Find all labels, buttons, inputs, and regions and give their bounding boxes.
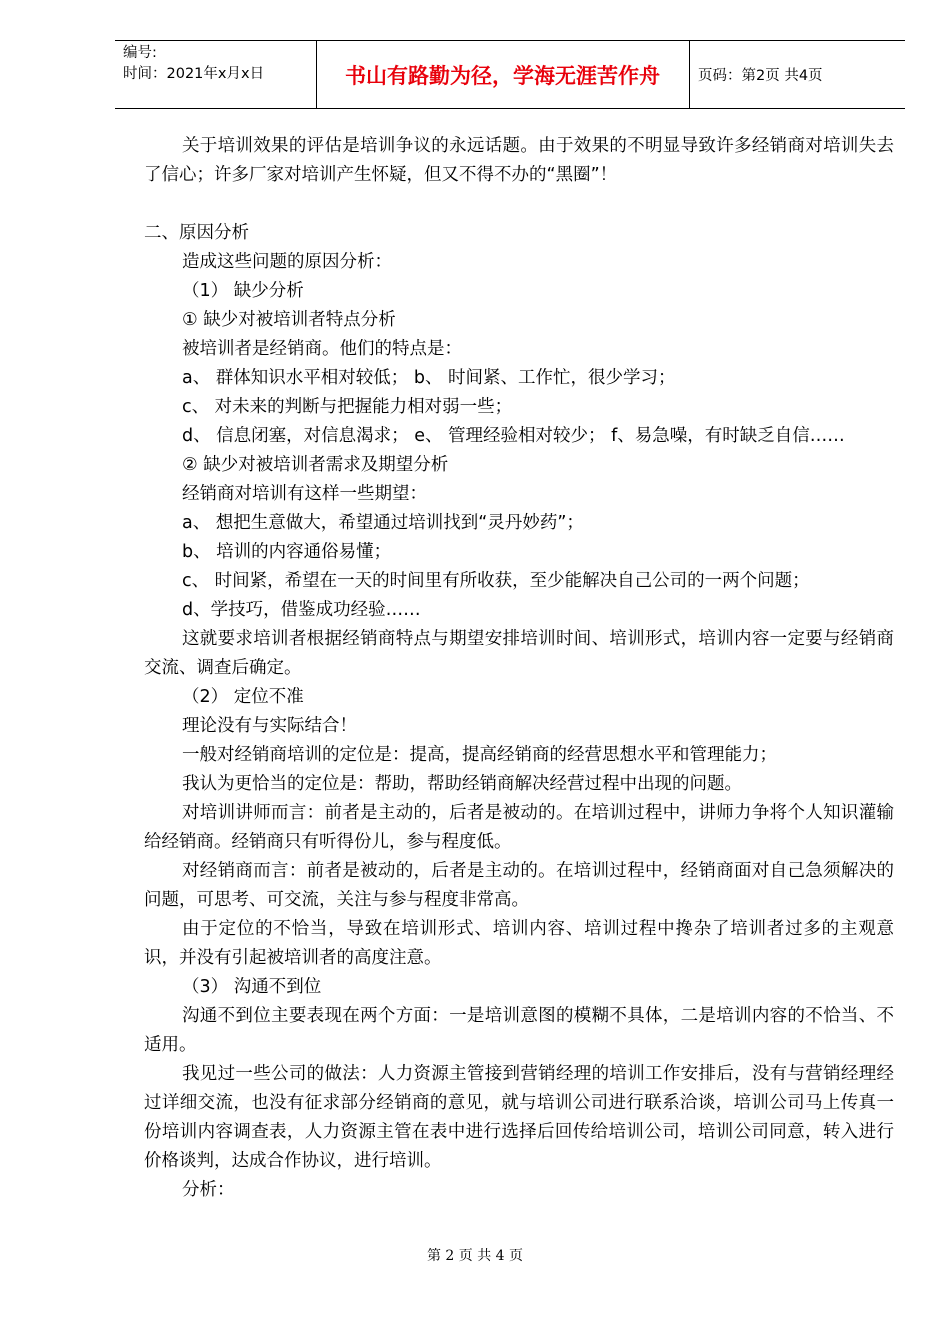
paragraph: ① 缺少对被培训者特点分析 (182, 310, 396, 330)
paragraph: 造成这些问题的原因分析： (182, 252, 392, 272)
paragraph: a、 想把生意做大，希望通过培训找到“灵丹妙药”； (182, 513, 584, 533)
blank-line (144, 190, 894, 219)
paragraph: ② 缺少对被培训者需求及期望分析 (182, 455, 449, 475)
page-footer: 第 2 页 共 4 页 (426, 1248, 524, 1264)
paragraph: 二、原因分析 (144, 223, 249, 243)
paragraph: （3） 沟通不到位 (182, 977, 322, 997)
header-page-label: 页码：第2页 共4页 (698, 68, 823, 84)
paragraph: 经销商对培训有这样一些期望： (182, 484, 427, 504)
document-body (144, 132, 894, 1205)
paragraph: 被培训者是经销商。他们的特点是： (182, 339, 462, 359)
header-meta (123, 43, 264, 85)
paragraph: 对培训讲师而言：前者是主动的，后者是被动的。在培训过程中，讲师力争将个人知识灌输给经销商。经销商只有听得份儿，参与程度低。 (144, 803, 894, 852)
paragraph: 一般对经销商培训的定位是：提高，提高经销商的经营思想水平和管理能力； (182, 745, 777, 765)
paragraph: d、学技巧，借鉴成功经验…… (182, 600, 421, 620)
paragraph: b、 培训的内容通俗易懂； (182, 542, 392, 562)
paragraph: 我认为更恰当的定位是：帮助，帮助经销商解决经营过程中出现的问题。 (182, 774, 742, 794)
paragraph: c、 时间紧，希望在一天的时间里有所收获，至少能解决自己公司的一两个问题； (182, 571, 810, 591)
paragraph: a、 群体知识水平相对较低； b、 时间紧、工作忙，很少学习； (182, 368, 676, 388)
paragraph: 由于定位的不恰当，导致在培训形式、培训内容、培训过程中搀杂了培训者过多的主观意识，并没有引起被培训者的高度注意。 (144, 919, 894, 968)
paragraph: 这就要求培训者根据经销商特点与期望安排培训时间、培训形式，培训内容一定要与经销商交流、调查后确定。 (144, 629, 894, 678)
paragraph: 对经销商而言：前者是被动的，后者是主动的。在培训过程中，经销商面对自己急须解决的问题，可思考、可交流，关注与参与程度非常高。 (144, 861, 894, 910)
paragraph: 沟通不到位主要表现在两个方面：一是培训意图的模糊不具体，二是培训内容的不恰当、不适用。 (144, 1006, 894, 1055)
paragraph: 分析： (182, 1180, 235, 1200)
header-motto: 书山有路勤为径，学海无涯苦作舟 (345, 62, 660, 88)
paragraph: 理论没有与实际结合！ (182, 716, 357, 736)
paragraph: （2） 定位不准 (182, 687, 304, 707)
paragraph: （1） 缺少分析 (182, 281, 304, 301)
time-label: 时间：2021年x月x日 (123, 66, 265, 82)
paragraph: d、 信息闭塞，对信息渴求； e、 管理经验相对较少； f、易急噪，有时缺乏自信…… (182, 426, 845, 446)
paragraph: c、 对未来的判断与把握能力相对弱一些； (182, 397, 513, 417)
paragraph: 我见过一些公司的做法：人力资源主管接到营销经理的培训工作安排后，没有与营销经理经过详细交流，也没有征求部分经销商的意见，就与培训公司进行联系洽谈，培训公司马上传真一份培训内容调查表，人力资源主管在表中进行选择后回传给培训公司，培训公司同意，转入进行价格谈判，达成合作协议，进行培训。 (144, 1064, 894, 1171)
paragraph: 关于培训效果的评估是培训争议的永远话题。由于效果的不明显导致许多经销商对培训失去了信心；许多厂家对培训产生怀疑，但又不得不办的“黑圈”！ (144, 136, 894, 185)
header-table (115, 40, 905, 109)
serial-label: 编号: (123, 45, 157, 61)
header-divider (689, 41, 690, 108)
